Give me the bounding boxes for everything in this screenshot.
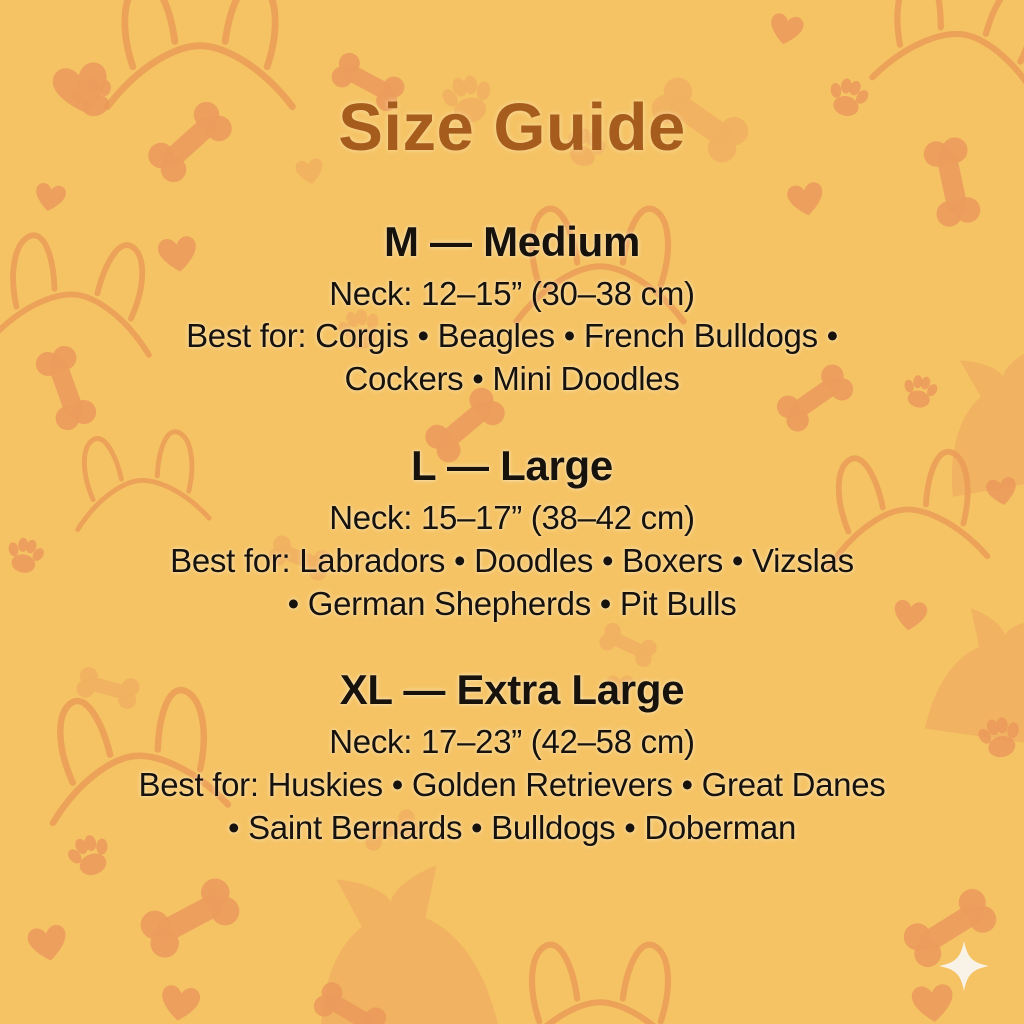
size-section-extra-large [0,665,1024,849]
best-for-large-line-2: • German Shepherds • Pit Bulls [287,584,737,622]
size-heading-extra-large: XL — Extra Large [339,666,685,714]
best-for-large-line-1: Best for: Labradors • Doodles • Boxers • Vizslas [170,541,854,579]
neck-range-medium: Neck: 12–15” (30–38 cm) [329,274,695,312]
neck-range-extra-large: Neck: 17–23” (42–58 cm) [329,723,695,761]
size-section-large [0,441,1024,625]
best-for-extra-large-line-2: • Saint Bernards • Bulldogs • Doberman [227,808,797,846]
size-heading-medium: M — Medium [384,218,640,266]
neck-range-large: Neck: 15–17” (38–42 cm) [329,498,695,536]
page-title: Size Guide [338,90,686,165]
size-heading-large: L — Large [411,442,613,490]
best-for-extra-large-line-1: Best for: Huskies • Golden Retrievers • Great Danes [138,765,886,803]
best-for-medium-line-1: Best for: Corgis • Beagles • French Bulldogs • [186,317,838,355]
sparkle-icon [936,938,992,994]
size-section-medium [0,217,1024,401]
best-for-medium-line-2: Cockers • Mini Doodles [344,360,680,398]
